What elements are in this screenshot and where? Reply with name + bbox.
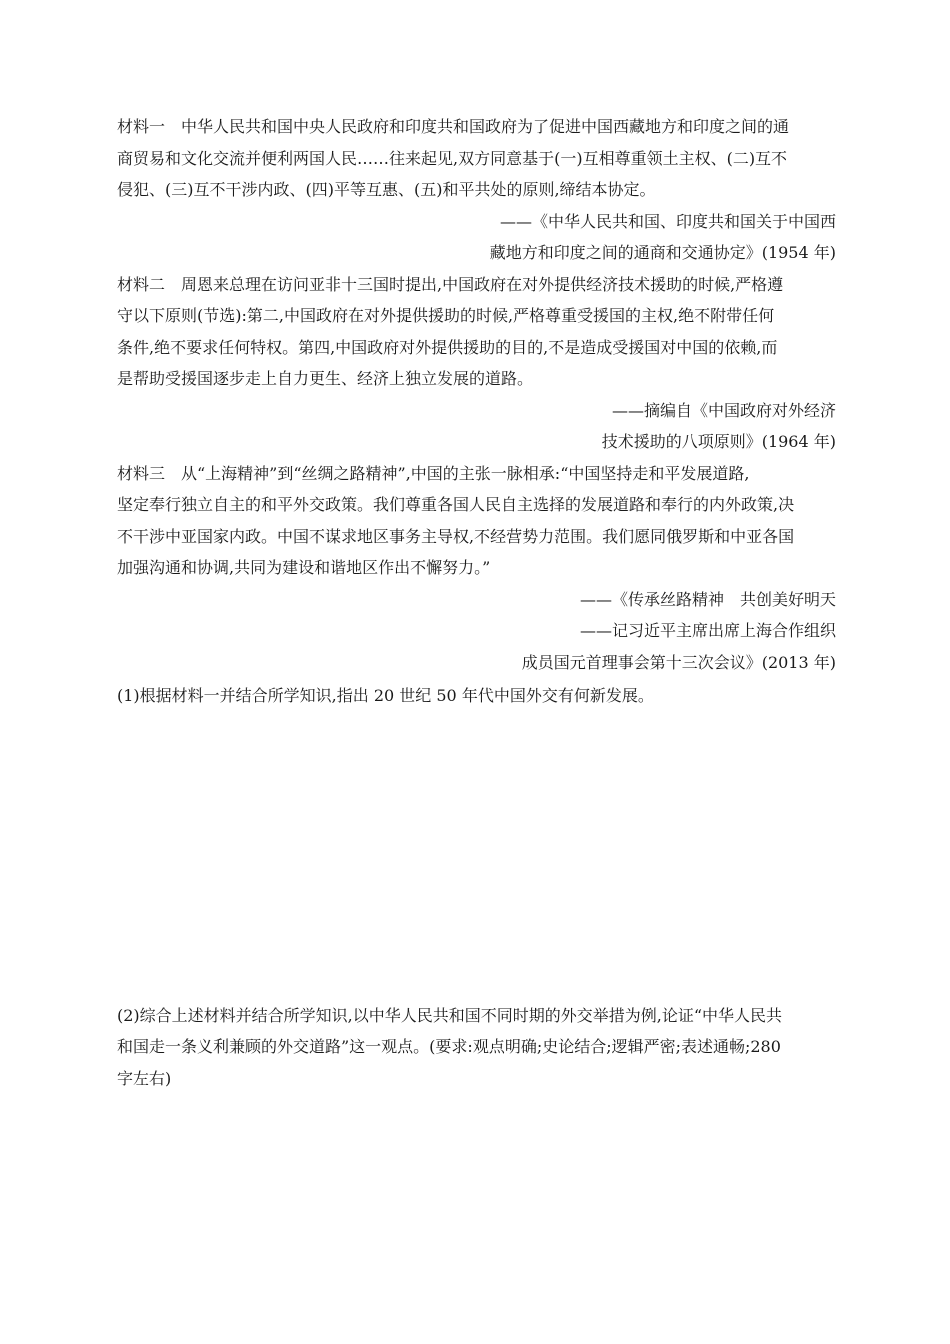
question-2-text: 和国走一条义利兼顾的外交道路”这一观点。(要求:观点明确;史论结合;逻辑严密;表述通畅;280 [117,1037,781,1056]
question-1-text: (1)根据材料一并结合所学知识,指出 20 世纪 50 年代中国外交有何新发展。 [117,686,654,705]
material-3-line: 加强沟通和协调,共同为建设和谐地区作出不懈努力。” [117,558,491,577]
material-1-line: 材料一 中华人民共和国中央人民政府和印度共和国政府为了促进中国西藏地方和印度之间的通 [117,117,790,136]
question-2-text: (2)综合上述材料并结合所学知识,以中华人民共和国不同时期的外交举措为例,论证“中华人民共 [117,1006,783,1025]
material-3-line: 不干涉中亚国家内政。中国不谋求地区事务主导权,不经营势力范围。我们愿同俄罗斯和中亚各国 [117,527,795,546]
material-1-source: 藏地方和印度之间的通商和交通协定》(1954 年) [489,243,836,262]
material-3-line: 材料三 从“上海精神”到“丝绸之路精神”,中国的主张一脉相承:“中国坚持走和平发展道路, [117,464,750,483]
material-2-line: 守以下原则(节选):第二,中国政府在对外提供援助的时候,严格尊重受援国的主权,绝不附带任何 [117,306,775,325]
material-2-line: 条件,绝不要求任何特权。第四,中国政府对外提供援助的目的,不是造成受援国对中国的依赖,而 [117,338,778,357]
material-2-source: ——摘编自《中国政府对外经济 [611,401,836,420]
material-3-source: ——记习近平主席出席上海合作组织 [579,621,836,640]
material-2-source: 技术援助的八项原则》(1964 年) [601,432,836,451]
material-1-line: 商贸易和文化交流并便利两国人民……往来起见,双方同意基于(一)互相尊重领土主权、(二)互不 [117,149,788,168]
material-3-source: ——《传承丝路精神 共创美好明天 [579,590,836,609]
material-3-line: 坚定奉行独立自主的和平外交政策。我们尊重各国人民自主选择的发展道路和奉行的内外政策,决 [117,495,795,514]
material-1-line: 侵犯、(三)互不干涉内政、(四)平等互惠、(五)和平共处的原则,缔结本协定。 [117,180,656,199]
material-3-source: 成员国元首理事会第十三次会议》(2013 年) [521,653,836,672]
question-2-text: 字左右) [117,1069,172,1088]
material-2-line: 是帮助受援国逐步走上自力更生、经济上独立发展的道路。 [117,369,534,388]
material-1-source: ——《中华人民共和国、印度共和国关于中国西 [499,212,836,231]
material-2-line: 材料二 周恩来总理在访问亚非十三国时提出,中国政府在对外提供经济技术援助的时候,严格遵 [117,275,784,294]
